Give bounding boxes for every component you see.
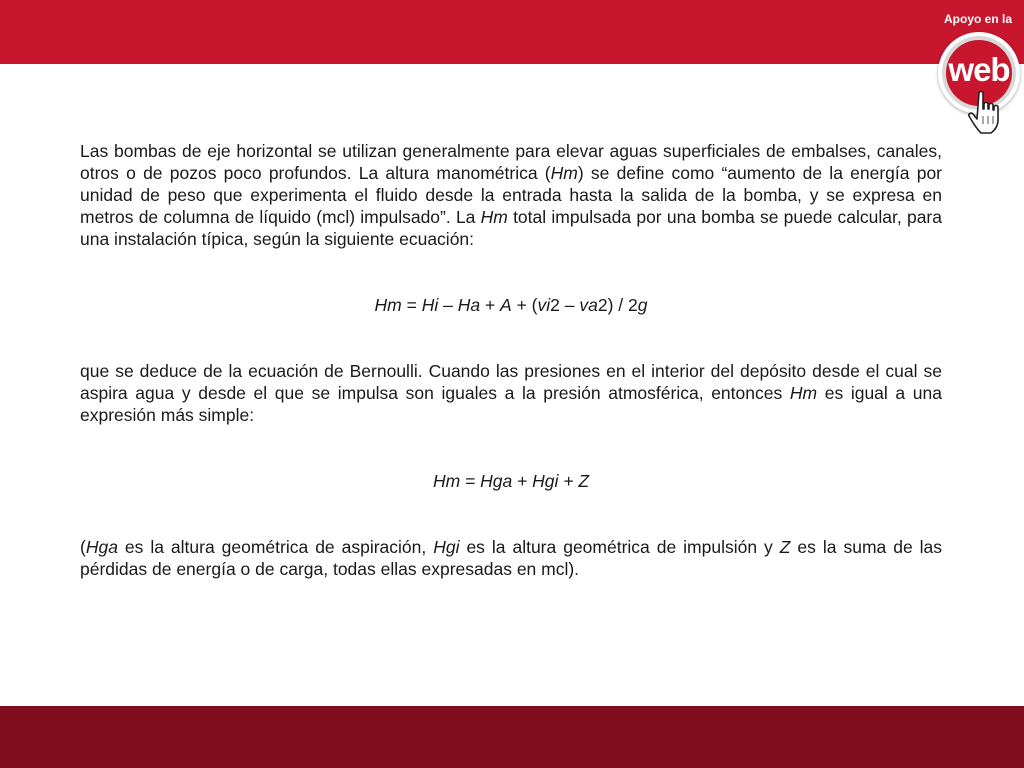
text: total impulsada por una bomba se puede calcular, para una instalación típica, según la siguiente ecuación:	[80, 207, 942, 249]
text: es la suma de las pérdidas de energía o de carga, todas ellas expresadas en mcl).	[80, 537, 943, 579]
var-hga: Hga	[85, 537, 118, 557]
text: es la altura geométrica de impulsión y	[459, 537, 780, 557]
var-g: g	[637, 295, 648, 315]
slide-body	[80, 140, 942, 580]
text: es igual a una expresión más simple:	[80, 383, 942, 425]
var-hm: Hm	[480, 207, 508, 227]
exponent: 2	[550, 295, 560, 315]
badge-word: web	[948, 51, 1010, 88]
paragraph-intro	[80, 140, 942, 250]
var-hm: Hm	[550, 163, 578, 183]
operator: ) / 2	[607, 295, 638, 315]
operator: –	[559, 295, 580, 315]
exponent: 2	[597, 295, 608, 315]
var-hi: Hi	[421, 295, 439, 315]
footer-bar	[0, 706, 1024, 768]
var-vi: vi	[537, 295, 551, 315]
var-a: A	[500, 295, 512, 315]
text: ) se define como “aumento de la energía por unidad de peso que experimenta el fluido desde la entrada hasta la salida de la bomba, y se expresa en metros de columna de líquido (mcl) impulsado”. La	[80, 163, 943, 227]
text: es la altura geométrica de aspiración,	[117, 537, 434, 557]
equation-hm-simple: Hm = Hga + Hgi + Z	[432, 471, 590, 491]
var-hm: Hm	[789, 383, 818, 403]
paragraph-bernoulli	[80, 360, 942, 426]
hand-cursor-icon	[968, 90, 1004, 136]
operator: + (	[511, 295, 538, 315]
text: Las bombas de eje horizontal se utilizan generalmente para elevar aguas superficiales de embalses, canales, otros o de pozos poco profundos. La altura manométrica (	[80, 141, 942, 183]
paragraph-definitions	[80, 536, 942, 580]
var-hm: Hm	[374, 295, 402, 315]
text: que se deduce de la ecuación de Bernoulli. Cuando las presiones en el interior del depósito desde el cual se aspira agua y desde el que se impulsa son iguales a la presión atmosférica, entonces	[80, 361, 942, 403]
operator: =	[401, 295, 422, 315]
var-ha: Ha	[457, 295, 481, 315]
operator: –	[438, 295, 458, 315]
equation-hm-full	[80, 294, 942, 316]
var-z: Z	[779, 537, 791, 557]
header-bar	[0, 0, 1024, 64]
var-va: va	[579, 295, 598, 315]
operator: +	[480, 295, 501, 315]
badge-label: Apoyo en la	[944, 12, 1013, 26]
text: (	[80, 537, 86, 557]
var-hgi: Hgi	[433, 537, 460, 557]
